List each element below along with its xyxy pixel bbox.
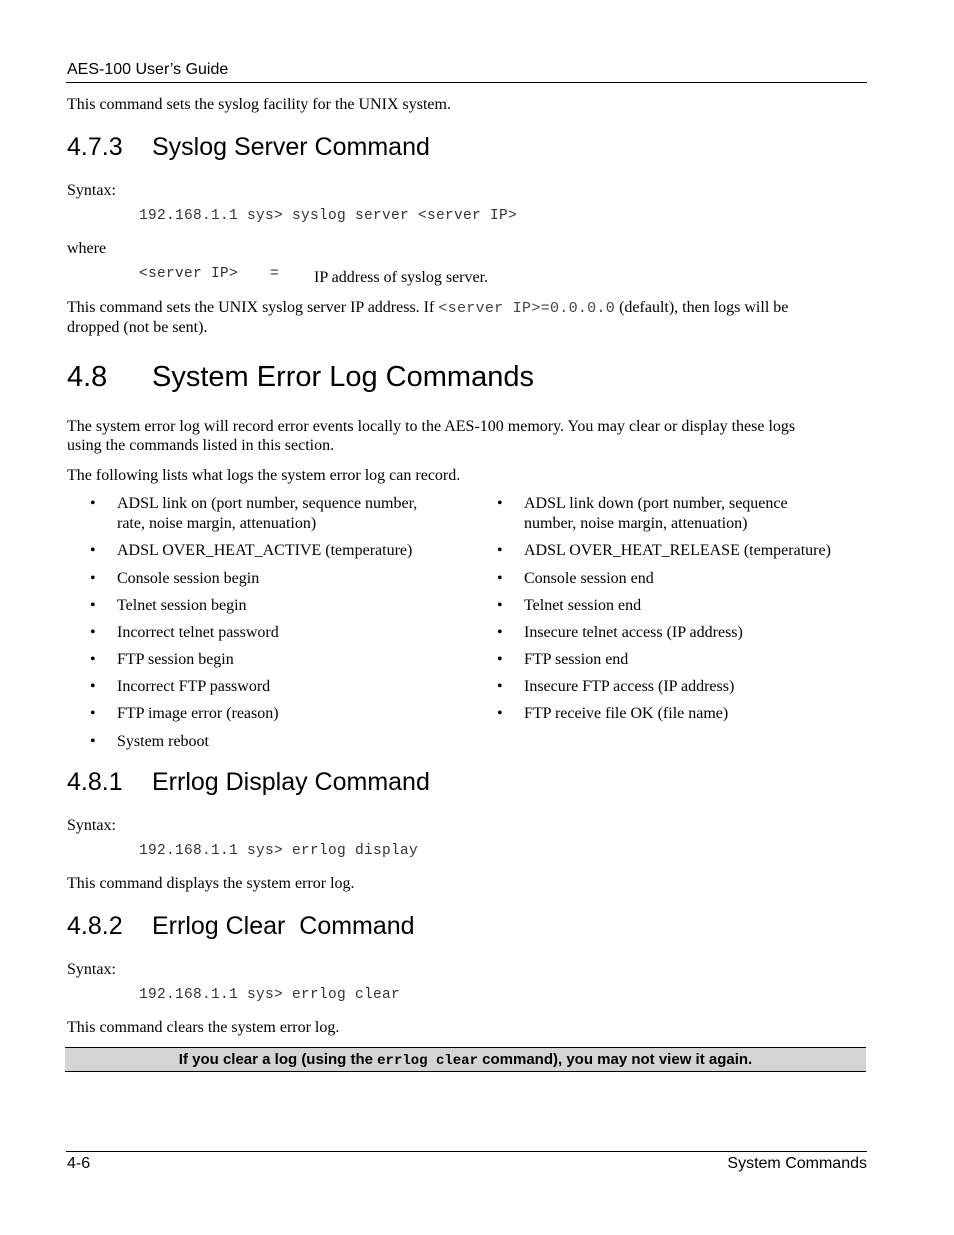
errlog-display-description: This command displays the system error log.: [67, 875, 355, 892]
bullet-icon: •: [90, 678, 96, 695]
syslog-server-description-line2: dropped (not be sent).: [67, 319, 208, 336]
list-item: • Telnet session begin: [90, 597, 247, 614]
section-title: System Error Log Commands: [152, 361, 534, 393]
desc-code: <server IP>=0.0.0.0: [438, 300, 616, 317]
note-text: If you clear a log (using the: [178, 1051, 378, 1068]
list-item: • ADSL OVER_HEAT_ACTIVE (temperature): [90, 542, 413, 559]
intro-paragraph: This command sets the syslog facility for the UNIX system.: [67, 96, 451, 113]
section-number: 4.7.3: [67, 133, 123, 161]
section-number: 4.8.1: [67, 768, 123, 796]
footer-rule: [66, 1151, 867, 1152]
list-item: • ADSL link down (port number, sequence: [497, 495, 788, 512]
list-item: • System reboot: [90, 733, 209, 750]
list-item: • ADSL link on (port number, sequence number,: [90, 495, 418, 512]
bullet-icon: •: [497, 542, 503, 559]
bullet-icon: •: [497, 651, 503, 668]
section-title: Errlog Clear Command: [152, 912, 415, 940]
list-item: • Telnet session end: [497, 597, 642, 614]
list-item: • FTP session end: [497, 651, 629, 668]
bullet-icon: •: [90, 705, 96, 722]
command-syntax: 192.168.1.1 sys> syslog server <server IP>: [139, 208, 518, 224]
param-name: <server IP>: [139, 266, 239, 282]
param-description: IP address of syslog server.: [314, 269, 489, 286]
bullet-icon: •: [497, 705, 503, 722]
list-item: • Console session end: [497, 570, 654, 587]
command-syntax: 192.168.1.1 sys> errlog clear: [139, 987, 401, 1003]
syslog-server-description: [67, 298, 788, 319]
section-title: Syslog Server Command: [152, 133, 430, 161]
bullet-icon: •: [90, 624, 96, 641]
list-item: • Insecure telnet access (IP address): [497, 624, 743, 641]
bullet-icon: •: [497, 597, 503, 614]
errlog-clear-description: This command clears the system error log.: [67, 1019, 340, 1036]
list-item: • Incorrect FTP password: [90, 678, 271, 695]
section-heading-4-7-3: [67, 132, 430, 162]
list-item: • FTP receive file OK (file name): [497, 705, 729, 722]
bullet-icon: •: [497, 495, 503, 512]
section-number: 4.8: [67, 361, 108, 393]
list-item: • FTP session begin: [90, 651, 234, 668]
header-rule: [66, 82, 867, 83]
running-header: AES-100 User’s Guide: [67, 61, 229, 78]
list-item: • FTP image error (reason): [90, 705, 279, 722]
list-item: • Insecure FTP access (IP address): [497, 678, 735, 695]
section-heading-4-8-2: [67, 911, 415, 941]
syntax-label: Syntax:: [67, 182, 116, 199]
error-log-paragraph-line1: The system error log will record error events locally to the AES-100 memory. You may clear or display these logs: [67, 418, 796, 435]
section-heading-4-8-1: [67, 767, 430, 797]
param-equals: =: [270, 266, 280, 282]
bullet-icon: •: [90, 597, 96, 614]
bullet-icon: •: [497, 570, 503, 587]
note-code: errlog clear: [377, 1053, 478, 1069]
command-syntax: 192.168.1.1 sys> errlog display: [139, 843, 419, 859]
note-text: command), you may not view it again.: [477, 1051, 753, 1068]
bullet-icon: •: [497, 678, 503, 695]
syntax-label: Syntax:: [67, 817, 116, 834]
section-title: Errlog Display Command: [152, 768, 430, 796]
syntax-label: Syntax:: [67, 961, 116, 978]
list-item-continuation: number, noise margin, attenuation): [524, 515, 748, 532]
chapter-title: System Commands: [727, 1155, 867, 1172]
bullet-icon: •: [90, 651, 96, 668]
list-item: • Console session begin: [90, 570, 260, 587]
section-number: 4.8.2: [67, 912, 123, 940]
bullet-icon: •: [90, 733, 96, 750]
error-log-list-intro: The following lists what logs the system error log can record.: [67, 467, 461, 484]
list-item-continuation: rate, noise margin, attenuation): [117, 515, 317, 532]
desc-text: (default), then logs will be: [615, 299, 789, 316]
page-number: 4-6: [67, 1155, 91, 1172]
desc-text: This command sets the UNIX syslog server IP address. If: [67, 299, 439, 316]
error-log-paragraph-line2: using the commands listed in this section.: [67, 437, 335, 454]
warning-note: [65, 1047, 866, 1072]
bullet-icon: •: [497, 624, 503, 641]
section-heading-4-8: [67, 360, 534, 394]
bullet-icon: •: [90, 495, 96, 512]
bullet-icon: •: [90, 542, 96, 559]
list-item: • ADSL OVER_HEAT_RELEASE (temperature): [497, 542, 831, 559]
bullet-icon: •: [90, 570, 96, 587]
where-label: where: [67, 240, 107, 257]
list-item: • Incorrect telnet password: [90, 624, 279, 641]
